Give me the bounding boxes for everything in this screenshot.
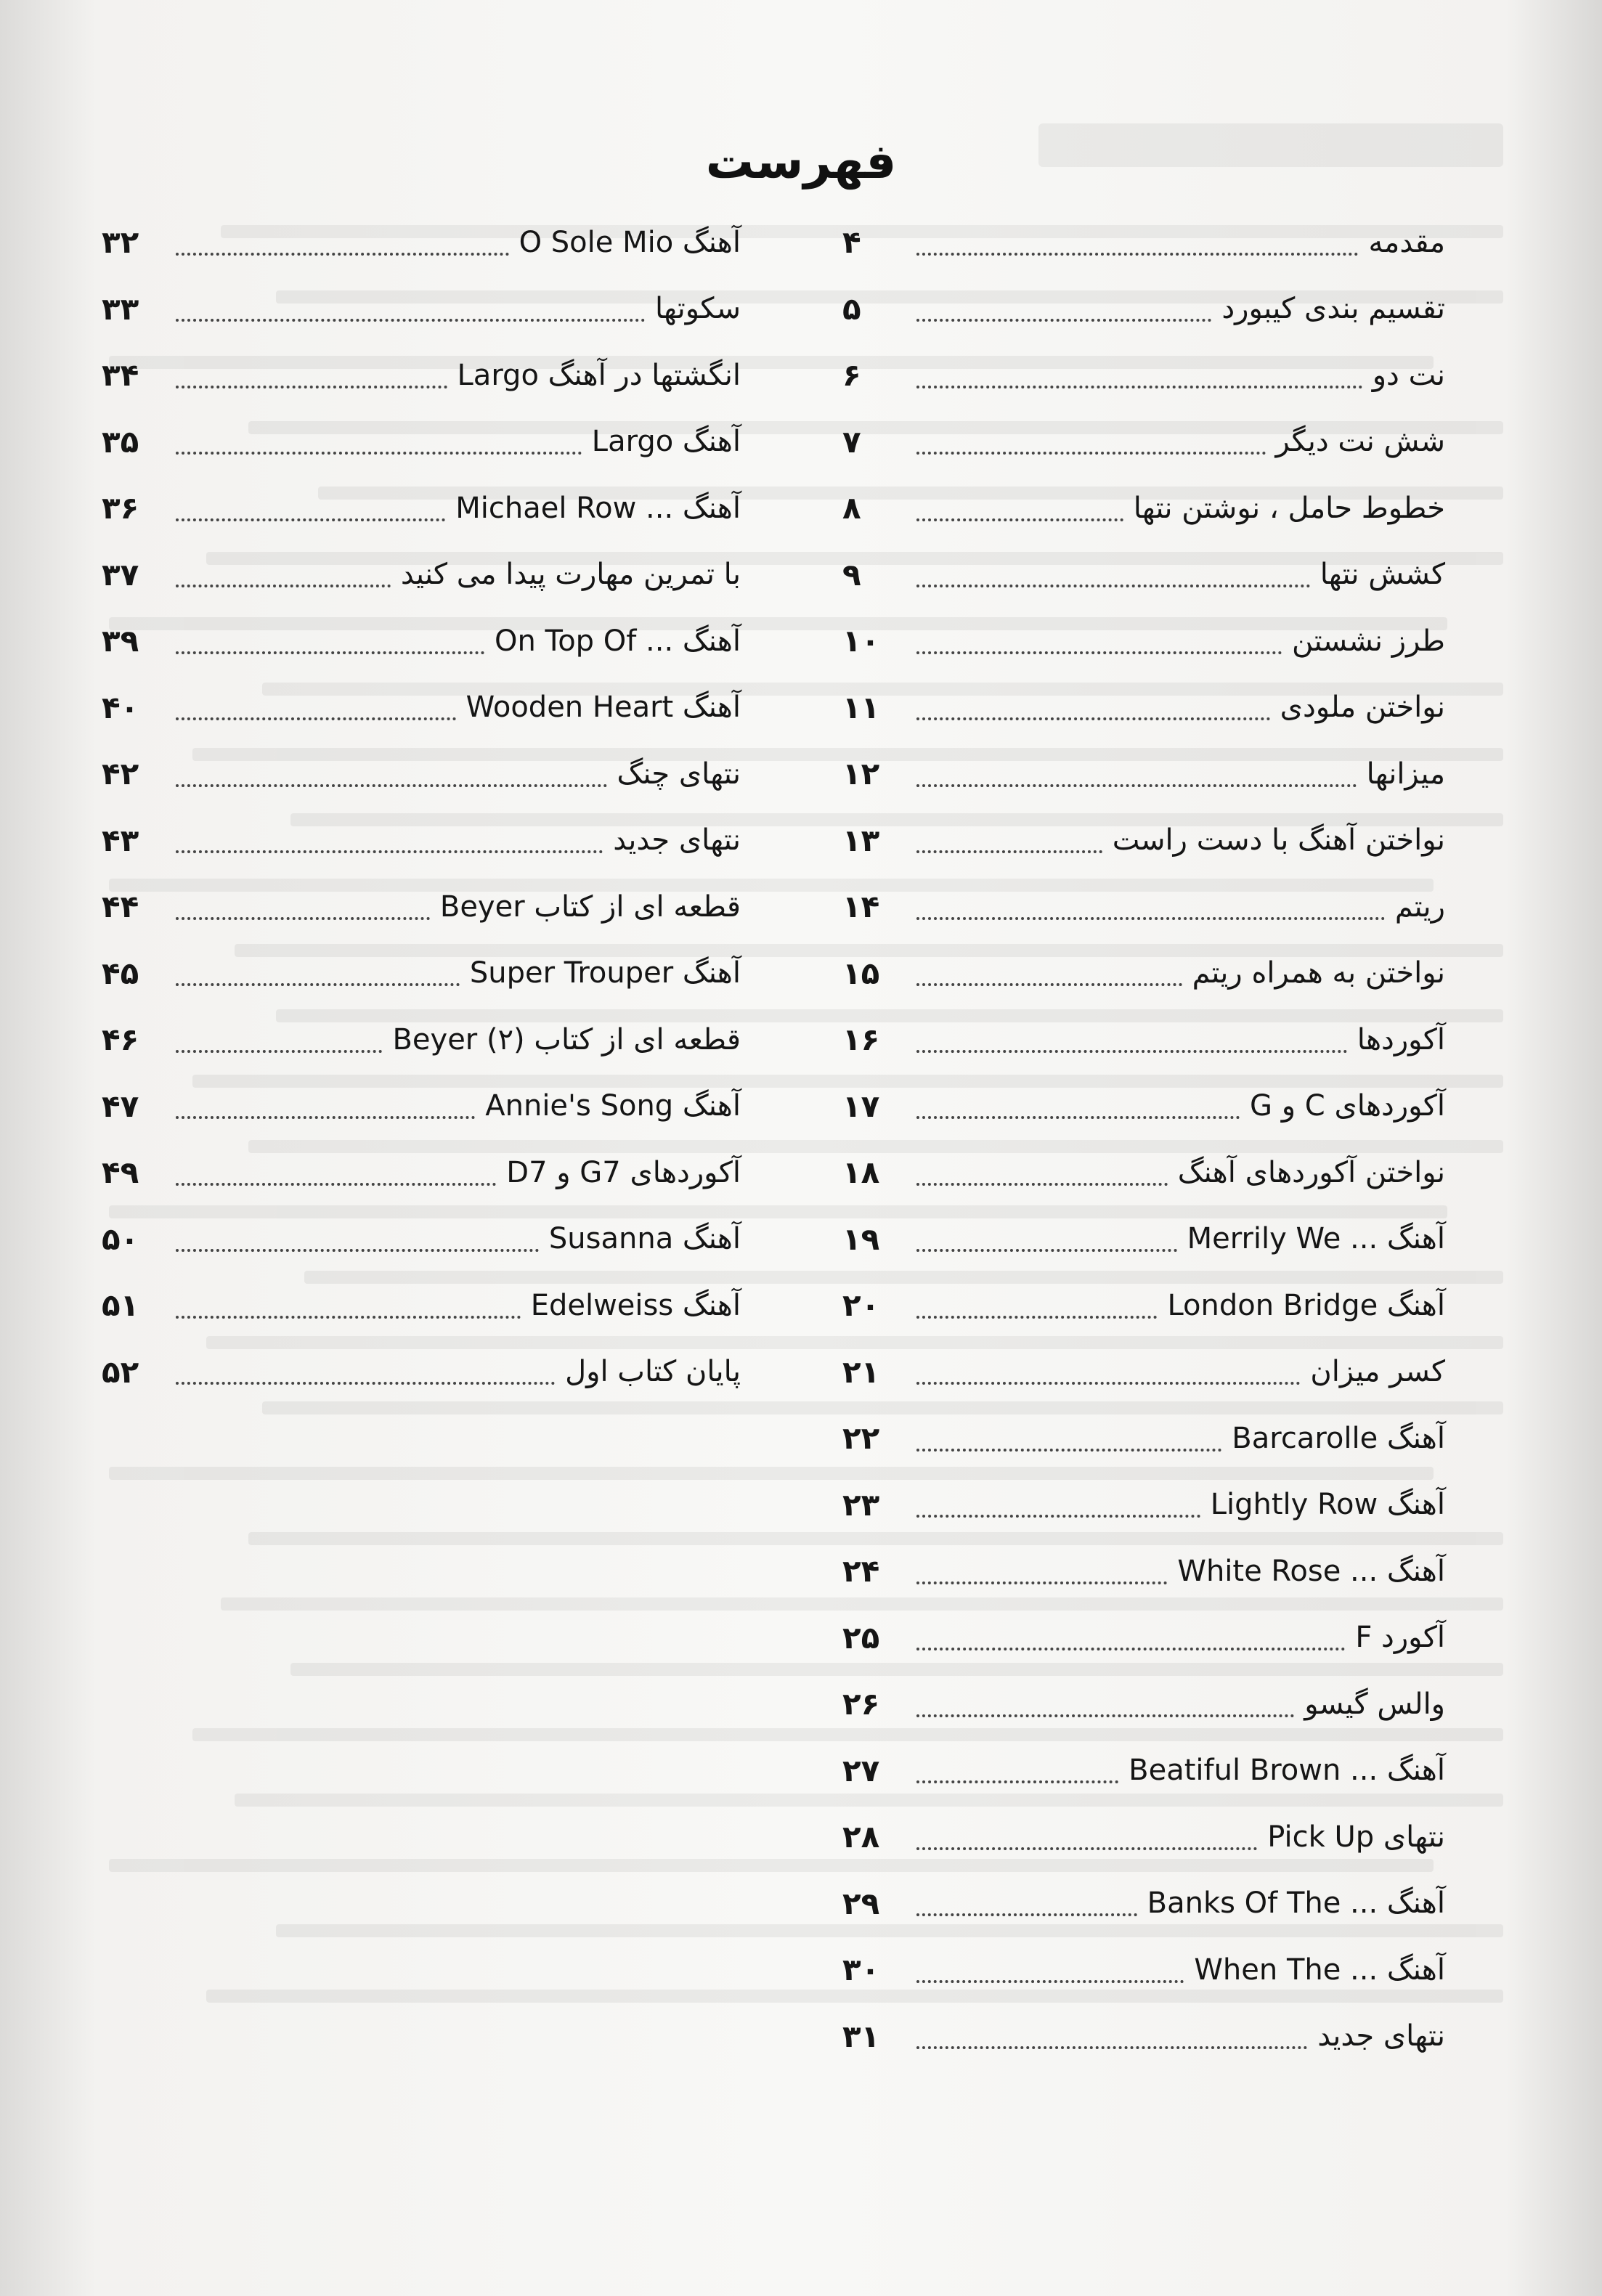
- toc-entry-title: ریتم: [1394, 890, 1445, 924]
- toc-entry: [842, 1937, 1445, 2003]
- toc-entry-title: انگشتها در آهنگ Largo: [457, 358, 741, 392]
- dot-leader: [176, 229, 509, 256]
- toc-entry: [102, 741, 741, 807]
- toc-entry-page: ۲۱: [842, 1353, 880, 1390]
- toc-entry-page: ۱۰: [842, 623, 880, 659]
- toc-entry-page: ۳۹: [102, 623, 139, 659]
- toc-entry-page: ۵: [842, 290, 861, 327]
- toc-entry: [102, 940, 741, 1007]
- dot-leader: [176, 628, 484, 654]
- toc-entry: [842, 1206, 1445, 1273]
- toc-entry-page: ۴۹: [102, 1155, 139, 1191]
- toc-entry: [842, 1538, 1445, 1605]
- toc-entry-page: ۷: [842, 423, 861, 460]
- toc-entry-page: ۲۹: [842, 1885, 880, 1921]
- dot-leader: [916, 1890, 1137, 1916]
- dot-leader: [176, 428, 582, 455]
- toc-entry-title: آهنگ ... Merrily We: [1187, 1222, 1445, 1256]
- toc-entry-page: ۱۴: [842, 889, 880, 925]
- toc-entry-page: ۲۴: [842, 1553, 880, 1589]
- toc-entry-page: ۳۷: [102, 556, 139, 593]
- toc-entry-title: کشش نتها: [1320, 558, 1445, 592]
- toc-entry-title: نواختن ملودی: [1280, 691, 1445, 725]
- dot-leader: [176, 894, 430, 920]
- dot-leader: [916, 1359, 1300, 1385]
- toc-entry-title: مقدمه: [1368, 225, 1445, 259]
- toc-entry-page: ۴۳: [102, 822, 139, 858]
- dot-leader: [916, 1624, 1345, 1650]
- dot-leader: [176, 761, 607, 787]
- dot-leader: [916, 960, 1182, 986]
- dot-leader: [916, 1226, 1177, 1252]
- toc-entry-title: آهنگ Edelweiss: [530, 1288, 741, 1322]
- dot-leader: [916, 1292, 1157, 1319]
- toc-entry: [842, 1870, 1445, 1937]
- dot-leader: [916, 362, 1362, 388]
- toc-entry-title: با تمرین مهارت پیدا می کنید: [400, 558, 741, 592]
- toc-entry: [842, 475, 1445, 542]
- toc-entry-title: نتهای Pick Up: [1267, 1820, 1445, 1854]
- toc-entry: [842, 1671, 1445, 1738]
- page-title: فهرست: [705, 134, 897, 190]
- toc-entry: [102, 1073, 741, 1140]
- toc-entry-page: ۲۳: [842, 1486, 880, 1523]
- toc-entry-title: نواختن آهنگ با دست راست: [1112, 823, 1445, 858]
- toc-entry-page: ۱۵: [842, 955, 880, 991]
- toc-entry-page: ۵۲: [102, 1353, 139, 1390]
- dot-leader: [916, 1957, 1184, 1983]
- toc-entry-title: خطوط حامل ، نوشتن نتها: [1133, 491, 1445, 525]
- toc-entry: [102, 675, 741, 741]
- toc-entry: [842, 1339, 1445, 1406]
- toc-entry-title: قطعه ای از کتاب Beyer (۲): [392, 1022, 741, 1057]
- toc-entry-page: ۲۸: [842, 1819, 880, 1855]
- toc-entry-title: پایان کتاب اول: [565, 1355, 741, 1389]
- toc-entry-title: آکورد F: [1355, 1621, 1445, 1655]
- dot-leader: [176, 1093, 475, 1119]
- toc-entry-page: ۳۲: [102, 224, 139, 261]
- dot-leader: [916, 229, 1358, 256]
- toc-entry: [842, 1405, 1445, 1472]
- toc-entry: [842, 1139, 1445, 1206]
- toc-entry-title: آهنگ ... Beatiful Brown: [1129, 1754, 1445, 1788]
- toc-entry-title: آهنگ ... When The: [1194, 1953, 1445, 1987]
- toc-entry: [102, 608, 741, 675]
- toc-entry-page: ۱۶: [842, 1022, 880, 1058]
- dot-leader: [916, 1558, 1167, 1584]
- toc-entry: [842, 608, 1445, 675]
- toc-entry: [842, 409, 1445, 476]
- dot-leader: [176, 1027, 382, 1053]
- toc-entry: [842, 1006, 1445, 1073]
- toc-entry-page: ۴۲: [102, 756, 139, 792]
- dot-leader: [916, 894, 1385, 920]
- toc-entry: [842, 675, 1445, 741]
- dot-leader: [176, 296, 645, 322]
- toc-column-right: [842, 209, 1445, 2069]
- dot-leader: [916, 1425, 1221, 1452]
- dot-leader: [916, 561, 1310, 587]
- toc-entry: [842, 741, 1445, 807]
- toc-entry-page: ۵۰: [102, 1221, 139, 1257]
- toc-entry: [842, 940, 1445, 1007]
- toc-entry-title: آهنگ ... White Rose: [1177, 1554, 1445, 1588]
- toc-entry: [842, 2003, 1445, 2070]
- toc-entry-title: سکوتها: [654, 292, 741, 326]
- dot-leader: [176, 1226, 539, 1252]
- dot-leader: [916, 495, 1123, 521]
- toc-entry-title: آهنگ ... Banks Of The: [1147, 1886, 1445, 1921]
- dot-leader: [916, 1027, 1347, 1053]
- toc-entry-title: نتهای جدید: [1317, 2019, 1445, 2053]
- toc-entry: [102, 475, 741, 542]
- dot-leader: [176, 495, 445, 521]
- toc-entry: [842, 1073, 1445, 1140]
- toc-entry-page: ۱۷: [842, 1088, 880, 1124]
- dot-leader: [176, 1160, 496, 1186]
- toc-entry: [842, 1272, 1445, 1339]
- toc-entry-title: تقسیم بندی کیبورد: [1221, 292, 1445, 326]
- dot-leader: [916, 296, 1211, 322]
- toc-entry-page: ۳۰: [842, 1952, 880, 1988]
- toc-entry-title: شش نت دیگر: [1275, 425, 1445, 459]
- dot-leader: [916, 2023, 1307, 2049]
- dot-leader: [916, 1160, 1168, 1186]
- toc-entry-title: آهنگ Lightly Row: [1210, 1488, 1445, 1522]
- toc-entry-page: ۴۷: [102, 1088, 139, 1124]
- dot-leader: [176, 1292, 521, 1319]
- toc-entry: [842, 542, 1445, 608]
- toc-entry: [102, 276, 741, 343]
- toc-entry-title: آهنگ London Bridge: [1167, 1288, 1445, 1322]
- toc-entry-title: آکوردهای G7 و D7: [506, 1155, 741, 1189]
- toc-entry-title: آهنگ ... On Top Of: [495, 624, 741, 658]
- toc-entry: [842, 1804, 1445, 1870]
- dot-leader: [916, 428, 1266, 455]
- dot-leader: [176, 362, 447, 388]
- toc-entry-title: نواختن آکوردهای آهنگ: [1177, 1155, 1445, 1189]
- toc-entry-title: آهنگ Super Trouper: [469, 956, 741, 990]
- toc-entry-title: میزانها: [1366, 757, 1445, 791]
- toc-entry-title: آهنگ Susanna: [548, 1222, 741, 1256]
- toc-entry-page: ۶: [842, 357, 861, 394]
- dot-leader: [916, 1691, 1294, 1717]
- toc-entry-title: آکوردهای C و G: [1250, 1089, 1445, 1123]
- toc-entry: [842, 807, 1445, 874]
- toc-entry: [102, 342, 741, 409]
- dot-leader: [916, 628, 1282, 654]
- toc-entry-page: ۱۳: [842, 822, 880, 858]
- toc-entry: [102, 1139, 741, 1206]
- dot-leader: [916, 1824, 1257, 1850]
- dot-leader: [916, 1491, 1200, 1518]
- toc-entry-title: نتهای جدید: [613, 823, 741, 858]
- toc-entry-title: آکوردها: [1357, 1022, 1445, 1057]
- toc-entry-title: آهنگ ... Michael Row: [455, 491, 741, 525]
- toc-entry: [102, 807, 741, 874]
- toc-entry-page: ۲۲: [842, 1420, 880, 1457]
- toc-entry: [102, 542, 741, 608]
- toc-entry: [102, 874, 741, 940]
- dot-leader: [176, 1359, 555, 1385]
- toc-entry-page: ۵۱: [102, 1287, 139, 1324]
- toc-entry-page: ۸: [842, 490, 861, 526]
- toc-entry-title: آهنگ Barcarolle: [1232, 1421, 1445, 1455]
- toc-entry-title: والس گیسو: [1304, 1687, 1445, 1721]
- dot-leader: [176, 960, 460, 986]
- toc-entry: [102, 1339, 741, 1406]
- toc-entry: [102, 1272, 741, 1339]
- toc-entry-page: ۲۷: [842, 1752, 880, 1788]
- toc-entry: [842, 874, 1445, 940]
- toc-column-left: [102, 209, 741, 1405]
- toc-entry: [842, 1738, 1445, 1804]
- toc-entry-page: ۳۱: [842, 2018, 880, 2054]
- dot-leader: [176, 694, 456, 720]
- toc-entry: [102, 409, 741, 476]
- toc-entry-page: ۳۴: [102, 357, 139, 394]
- dot-leader: [916, 761, 1357, 787]
- toc-entry: [842, 1472, 1445, 1539]
- toc-entry: [842, 209, 1445, 276]
- toc-entry-page: ۱۸: [842, 1155, 880, 1191]
- toc-entry-page: ۳۶: [102, 490, 139, 526]
- toc-entry-page: ۲۵: [842, 1619, 880, 1656]
- toc-entry-title: نت دو: [1372, 358, 1445, 392]
- dot-leader: [176, 561, 391, 587]
- toc-entry: [842, 1605, 1445, 1672]
- toc-entry-page: ۴۶: [102, 1022, 139, 1058]
- toc-entry-page: ۱۲: [842, 756, 880, 792]
- toc-entry-page: ۲۰: [842, 1287, 880, 1324]
- toc-entry: [842, 276, 1445, 343]
- toc-entry-page: ۳۵: [102, 423, 139, 460]
- toc-entry: [842, 342, 1445, 409]
- toc-entry-page: ۴۰: [102, 689, 139, 725]
- toc-entry: [102, 1006, 741, 1073]
- dot-leader: [916, 1093, 1240, 1119]
- toc-entry: [102, 1206, 741, 1273]
- dot-leader: [176, 827, 603, 853]
- toc-entry-title: آهنگ Largo: [591, 425, 741, 459]
- toc-entry-title: نتهای چنگ: [617, 757, 741, 791]
- toc-entry-title: آهنگ O Sole Mio: [519, 225, 741, 259]
- dot-leader: [916, 694, 1270, 720]
- toc-entry: [102, 209, 741, 276]
- toc-entry-page: ۱۱: [842, 689, 880, 725]
- toc-entry-title: کسر میزان: [1310, 1355, 1445, 1389]
- dot-leader: [916, 827, 1102, 853]
- toc-entry-page: ۲۶: [842, 1686, 880, 1722]
- toc-entry-page: ۳۳: [102, 290, 139, 327]
- toc-entry-page: ۴۵: [102, 955, 139, 991]
- toc-entry-title: طرز نشستن: [1292, 624, 1445, 658]
- toc-entry-title: نواختن به همراه ریتم: [1192, 956, 1445, 990]
- toc-entry-page: ۴: [842, 224, 861, 261]
- toc-entry-title: آهنگ Annie's Song: [485, 1089, 741, 1123]
- toc-entry-page: ۱۹: [842, 1221, 880, 1257]
- toc-entry-title: آهنگ Wooden Heart: [465, 691, 741, 725]
- toc-entry-page: ۹: [842, 556, 861, 593]
- dot-leader: [916, 1757, 1118, 1783]
- toc-entry-title: قطعه ای از کتاب Beyer: [439, 890, 741, 924]
- toc-entry-page: ۴۴: [102, 889, 139, 925]
